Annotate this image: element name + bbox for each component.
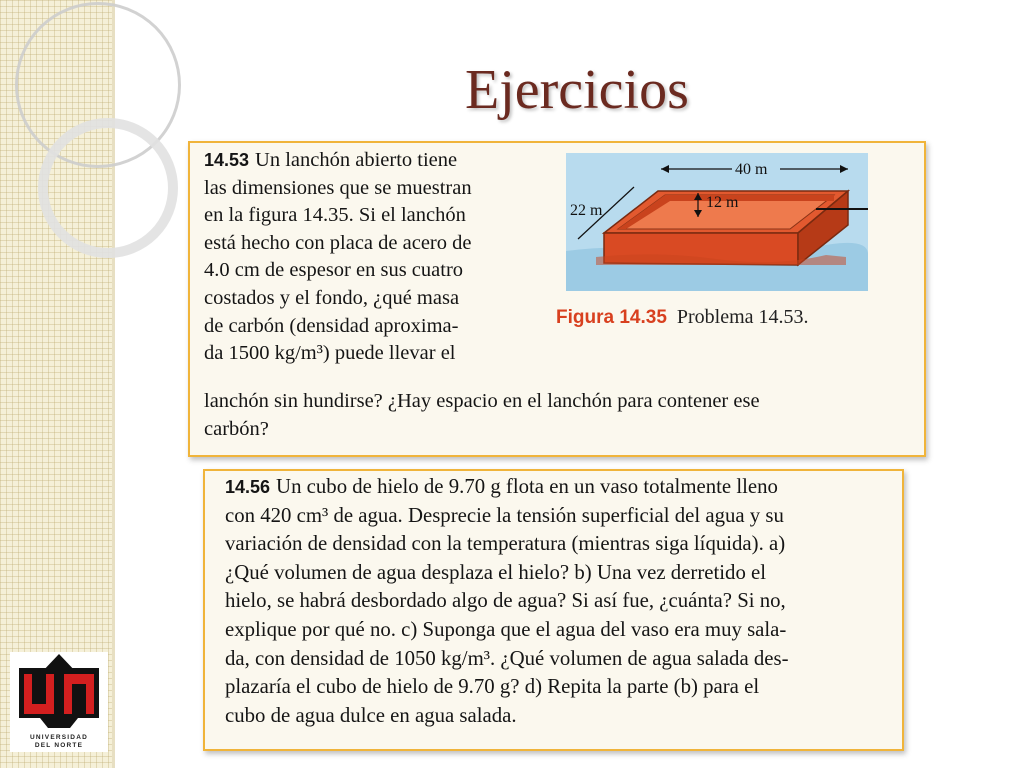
text-line: en la figura 14.35. Si el lanchón	[204, 204, 466, 227]
text-line: da 1500 kg/m³) puede llevar el	[204, 342, 456, 365]
text-line: 14.53 Un lanchón abierto tiene	[204, 149, 458, 171]
logo-line-1: UNIVERSIDAD	[30, 734, 88, 741]
figure-caption	[556, 306, 809, 329]
dim-length-label: 40 m	[735, 161, 768, 178]
text-line: las dimensiones que se muestran	[204, 176, 472, 199]
barge-illustration	[566, 153, 868, 291]
dim-width-label: 22 m	[570, 202, 603, 219]
text-line: 4.0 cm de espesor en sus cuatro	[204, 259, 464, 282]
logo-line-2: DEL NORTE	[34, 742, 84, 749]
text-line: plazaría el cubo de hielo de 9.70 g? d) Repita la parte (b) para el	[225, 675, 760, 699]
figure-label: Figura 14.35	[556, 307, 667, 328]
text-line: explique por qué no. c) Suponga que el agua del vaso era muy sala-	[225, 617, 787, 641]
text-line: da, con densidad de 1050 kg/m³. ¿Qué volumen de agua salada des-	[225, 646, 789, 670]
decorative-ring	[38, 118, 178, 258]
problem-14-56-text	[225, 473, 891, 730]
text-line: lanchón sin hundirse? ¿Hay espacio en el lanchón para contener ese	[204, 390, 760, 412]
un-logo-mark	[10, 652, 108, 732]
problem-14-53-text	[204, 147, 544, 368]
problem-number: 14.53	[204, 150, 250, 170]
text-line: 14.56 Un cubo de hielo de 9.70 g flota en un vaso totalmente lleno	[225, 475, 778, 498]
dim-height-label: 12 m	[706, 194, 739, 211]
text-line: está hecho con placa de acero de	[204, 231, 472, 254]
text-line: de carbón (densidad aproxima-	[204, 314, 459, 337]
text-line: cubo de agua dulce en agua salada.	[225, 703, 517, 727]
slide-title: Ejercicios	[465, 59, 689, 121]
text-line: ¿Qué volumen de agua desplaza el hielo? b) Una vez derretido el	[225, 560, 767, 584]
text-line: variación de densidad con la temperatura (mientras siga líquida). a)	[225, 532, 786, 556]
problem-number: 14.56	[225, 477, 271, 497]
universidad-del-norte-logo	[10, 652, 108, 752]
problem-14-56-panel	[203, 469, 904, 751]
figure-problem-ref: Problema 14.53.	[676, 306, 809, 328]
barge-figure	[566, 153, 868, 291]
text-line: hielo, se habrá desbordado algo de agua? Si así fue, ¿cuánta? Si no,	[225, 589, 786, 613]
problem-14-53-panel	[188, 141, 926, 457]
problem-14-53-continuation	[204, 388, 904, 443]
text-line: costados y el fondo, ¿qué masa	[204, 286, 460, 309]
text-line: carbón?	[204, 417, 269, 440]
text-line: con 420 cm³ de agua. Desprecie la tensión superficial del agua y su	[225, 503, 784, 527]
